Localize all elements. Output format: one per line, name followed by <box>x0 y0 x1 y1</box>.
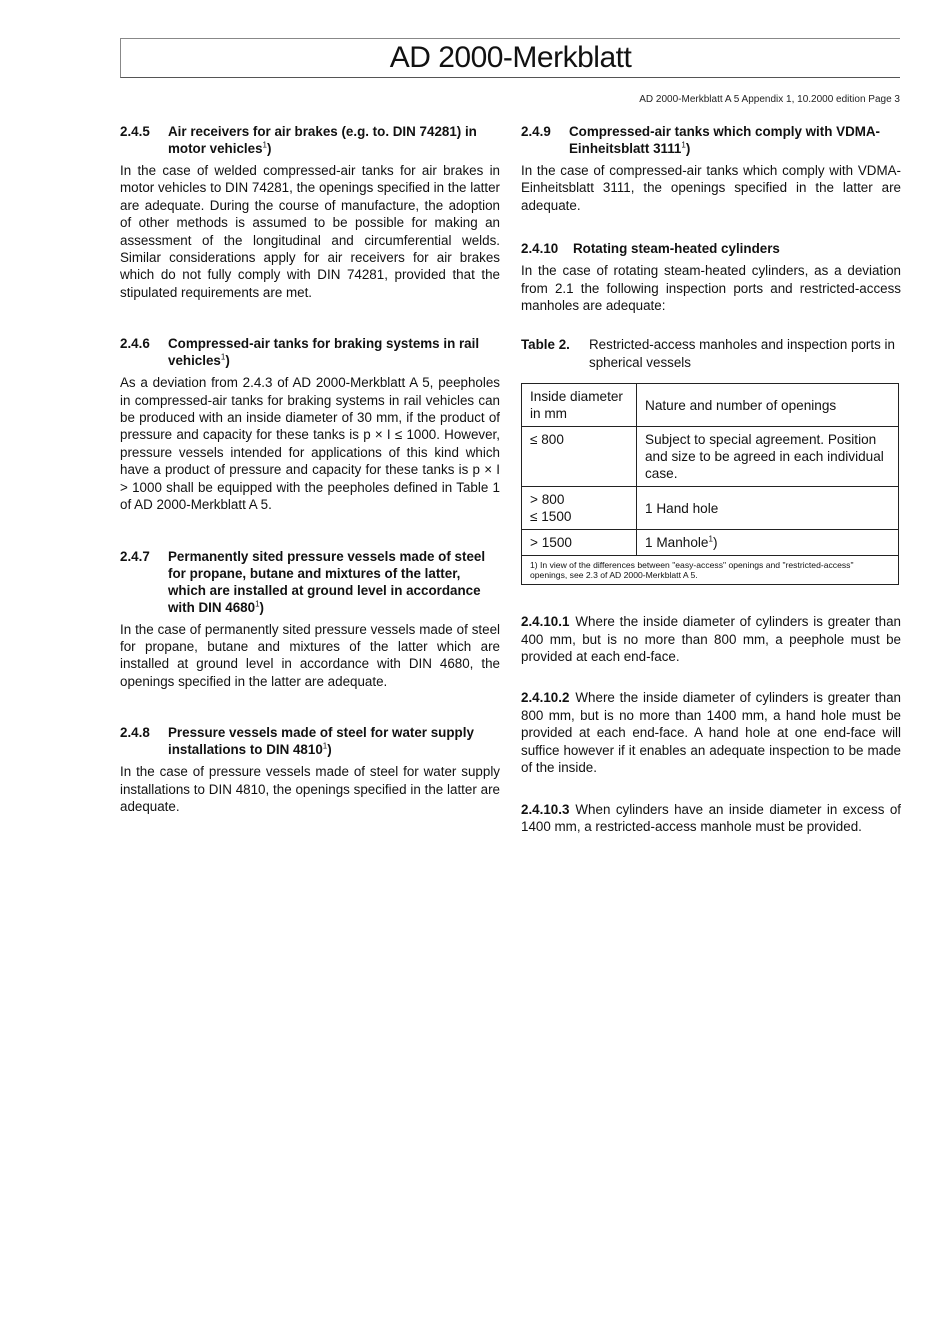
section-2-4-7 <box>120 548 500 691</box>
section-body: In the case of welded compressed-air tanks for air brakes in motor vehicles to DIN 74281, the openings specified in the latter are adequate. During the course of manufacture, the adoption of other methods is assumed to be possible for making an assessment of the longitudinal and circumferential welds. Similar considerations apply for air receivers for air brakes which do not fully comply with DIN 74281, provided that the stipulated requirements are met. <box>120 163 500 300</box>
section-title <box>569 123 901 157</box>
section-title-text: Compressed-air tanks for braking systems in rail vehicles <box>168 336 480 369</box>
table-footnote <box>522 556 899 585</box>
table-cell <box>522 487 637 530</box>
footnote-ref-close: ) <box>327 742 332 758</box>
section-title <box>168 123 500 157</box>
section-title-text: Pressure vessels made of steel for water supply installations to DIN 4810 <box>168 725 474 758</box>
table-header-cell: Nature and number of openings <box>637 384 899 427</box>
footnote-text: In view of the differences between "easy-access" openings and "restricted-access" openings, see 2.3 of AD 2000-Merkblatt A 5. <box>530 560 854 581</box>
subsection-number: 2.4.10.3 <box>521 801 570 817</box>
table-row <box>522 487 899 530</box>
section-title <box>168 724 500 758</box>
edition-line: AD 2000-Merkblatt A 5 Appendix 1, 10.2000 edition Page 3 <box>639 94 900 105</box>
section-heading <box>120 724 500 758</box>
section-2-4-8 <box>120 724 500 815</box>
footnote-ref-close: ) <box>259 599 264 615</box>
footnote-ref: 1 <box>708 534 713 544</box>
footnote-ref-close: ) <box>266 141 272 156</box>
table-footnote-row <box>522 556 899 585</box>
subsection-number: 2.4.10.1 <box>521 614 570 630</box>
subsection-2-4-10-1 <box>521 613 901 665</box>
footnote-ref: 1 <box>262 140 267 150</box>
footnote-ref: 1 <box>681 140 686 150</box>
section-body: In the case of rotating steam-heated cylinders, as a deviation from 2.1 the following inspection ports and restricted-access manholes are adequate: <box>521 263 901 314</box>
section-title-text: Compressed-air tanks which comply with VDMA-Einheitsblatt 3111 <box>569 124 881 156</box>
section-2-4-10 <box>521 240 901 314</box>
table-caption-text: Restricted-access manholes and inspection ports in spherical vessels <box>589 337 895 370</box>
section-title-text: Air receivers for air brakes (e.g. to. DIN 74281) in motor vehicles <box>168 124 477 156</box>
cell-line: > 800 <box>530 492 565 508</box>
table-row <box>522 530 899 556</box>
section-title: Rotating steam-heated cylinders <box>573 241 780 257</box>
footnote-ref-close: ) <box>685 141 691 156</box>
page-title: AD 2000-Merkblatt <box>389 41 632 74</box>
subsection-body: Where the inside diameter of cylinders is greater than 400 mm, but is no more than 800 mm, a peephole must be provided at each end-face. <box>521 614 901 665</box>
subsection-body: When cylinders have an inside diameter in excess of 1400 mm, a restricted-access manhole must be provided. <box>521 801 901 834</box>
section-title <box>168 335 500 369</box>
cell-line: ≤ 1500 <box>530 509 572 525</box>
section-heading <box>120 123 500 157</box>
section-number: 2.4.6 <box>120 336 150 352</box>
header-line: Inside diameter <box>530 389 623 405</box>
footnote-ref-close: ) <box>225 353 230 369</box>
openings-table <box>521 383 899 585</box>
section-body: In the case of compressed-air tanks which comply with VDMA-Einheitsblatt 3111, the openings specified in the latter are adequate. <box>521 163 901 213</box>
footnote-ref-close: ) <box>712 535 718 551</box>
table-header-cell <box>522 384 637 427</box>
right-column <box>521 123 901 859</box>
section-title-text: Permanently sited pressure vessels made of steel for propane, butane and mixtures of the latter, which are installed at ground level in accordance with DIN 4680 <box>168 548 486 615</box>
subsection-2-4-10-2 <box>521 689 901 776</box>
table-cell: ≤ 800 <box>522 427 637 487</box>
footnote-ref: 1 <box>220 352 226 362</box>
footnote-ref: 1 <box>322 741 328 751</box>
section-2-4-6 <box>120 335 500 513</box>
section-heading <box>120 548 500 616</box>
table-caption <box>521 336 901 371</box>
left-column <box>120 123 500 849</box>
section-2-4-5 <box>120 123 500 301</box>
section-2-4-9 <box>521 123 901 214</box>
subsection-body: Where the inside diameter of cylinders is greater than 800 mm, but is no more than 1400 mm, a hand hole must be provided at each end-face. A hand hole at one end-face will suffice however if it enables an adequate inspection to be made of the inside. <box>521 690 901 776</box>
table-cell: > 1500 <box>522 530 637 556</box>
section-heading <box>521 123 901 157</box>
section-number: 2.4.5 <box>120 124 150 139</box>
table-cell <box>637 530 899 556</box>
section-body: In the case of permanently sited pressure vessels made of steel for propane, butane and mixtures of the latter which are installed at ground level in accordance with DIN 4680, the openings specified in the latter are adequate. <box>120 621 500 689</box>
header-banner <box>120 38 900 78</box>
section-number: 2.4.7 <box>120 548 150 564</box>
table-cell: Subject to special agreement. Position and size to be agreed in each individual case. <box>637 427 899 487</box>
cell-text: 1 Manhole <box>645 535 709 551</box>
footnote-mark: 1) <box>530 560 538 571</box>
footnote-ref: 1 <box>255 599 260 609</box>
subsection-number: 2.4.10.2 <box>521 690 570 706</box>
table-cell: 1 Hand hole <box>637 487 899 530</box>
table-row <box>522 427 899 487</box>
header-line: in mm <box>530 406 568 422</box>
section-body: As a deviation from 2.4.3 of AD 2000-Merkblatt A 5, peepholes in compressed-air tanks for braking systems in rail vehicles can be produced with an inside diameter of 30 mm, if the product of pressure and capacity for these tanks is p × I ≤ 1000. However, pressure vessels intended for applications of this kind which have a product of pressure and capacity for these tanks is p × I > 1000 shall be equipped with the peepholes defined in Table 1 of AD 2000-Merkblatt A 5. <box>120 375 500 513</box>
section-heading <box>120 335 500 369</box>
section-heading <box>521 240 901 257</box>
subsection-2-4-10-3 <box>521 801 901 836</box>
section-body: In the case of pressure vessels made of steel for water supply installations to DIN 4810, the openings specified in the latter are adequate. <box>120 764 500 814</box>
section-title <box>168 548 500 616</box>
table-header-row <box>522 384 899 427</box>
section-number: 2.4.9 <box>521 124 551 139</box>
table-number: Table 2. <box>521 337 570 353</box>
section-number: 2.4.10 <box>521 241 559 257</box>
section-number: 2.4.8 <box>120 725 150 741</box>
